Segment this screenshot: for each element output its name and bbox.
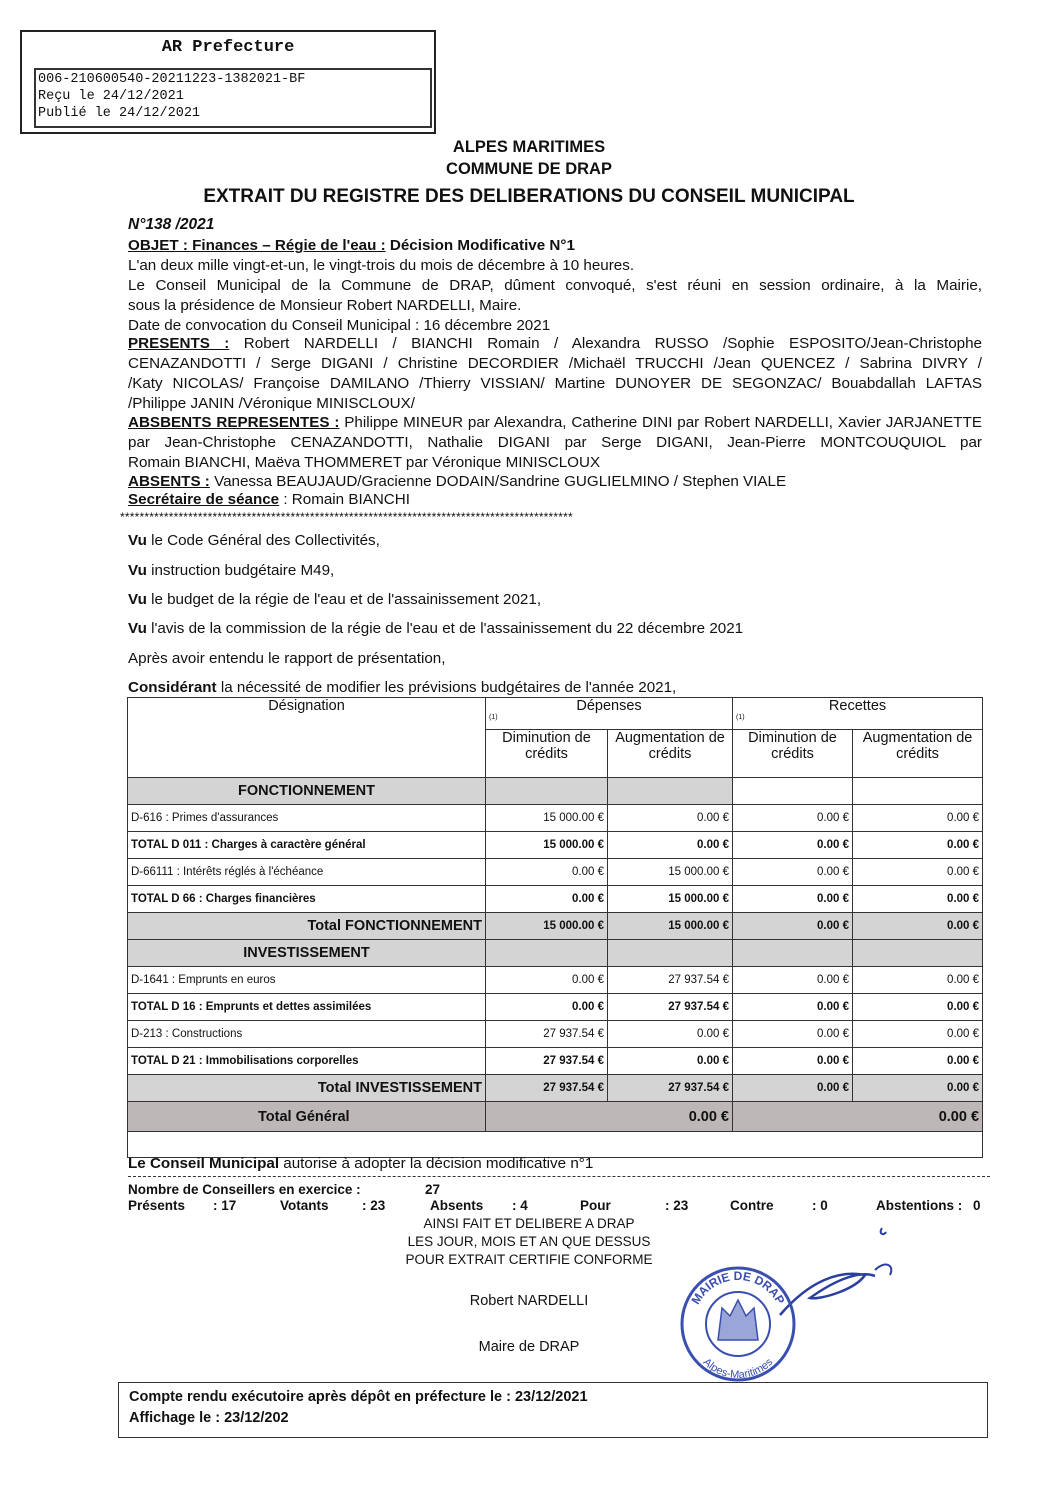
convocation-date: Date de convocation du Conseil Municipal : 16 décembre 2021 [128,317,551,334]
vu-text-4: l'avis de la commission de la régie de l'eau et de l'assainissement du 22 décembre 2021 [146,620,744,637]
votants-value: : 23 [362,1198,386,1213]
row-label: D-616 : Primes d'assurances [128,805,486,832]
section-fonctionnement: FONCTIONNEMENT [128,778,486,805]
header-depenses [486,698,733,730]
objet-text: Décision Modificative N°1 [389,237,575,254]
cell: 0.00 € [853,913,983,940]
table-row [128,967,983,994]
cell: 15 000.00 € [486,913,608,940]
cell: 15 000.00 € [608,859,733,886]
stamp-title: AR Prefecture [161,38,295,57]
absents-count-value: : 4 [512,1198,528,1213]
cell: 15 000.00 € [486,805,608,832]
absents-count-label: Absents [430,1198,484,1213]
convocation-line-1: Le Conseil Municipal de la Commune de DRAP, dûment convoqué, s'est réuni en session ordinaire, à la Mairie, [128,277,982,294]
seal-bottom-text: Alpes-Maritimes [700,1356,776,1382]
cell: 0.00 € [733,859,853,886]
cell: 0.00 € [853,967,983,994]
cell: 0.00 € [853,1048,983,1075]
cell: 0.00 € [733,886,853,913]
cell: 0.00 € [853,1075,983,1102]
ar-prefecture-stamp [20,30,436,134]
abstentions-value: 0 [973,1198,981,1213]
recettes-label: Recettes [828,698,887,714]
cell: 0.00 € [608,1021,733,1048]
signatory-name: Robert NARDELLI [469,1293,589,1309]
cell: 0.00 € [853,886,983,913]
vu-clause-1 [128,531,380,551]
absents-text: Vanessa BEAUJAUD/Gracienne DODAIN/Sandrine GUGLIELMINO / Stephen VIALE [209,473,787,490]
department-heading: ALPES MARITIMES [452,138,606,156]
stamp-published: Publié le 24/12/2021 [38,106,201,121]
represented-label: ABSBENTS REPRESENTES : [128,414,340,431]
row-label: Total INVESTISSEMENT [128,1075,486,1102]
presents-text-1: Robert NARDELLI / BIANCHI Romain / Alexandra RUSSO /Sophie ESPOSITO/Jean-Christophe [243,335,982,352]
header-rec-augmentation: Augmentation de crédits [853,730,983,778]
abstentions-label: Abstentions : [876,1198,963,1213]
grand-total-recettes: 0.00 € [733,1102,983,1132]
separator-stars: ********************************************************************************************* [120,510,573,524]
cell: 0.00 € [486,886,608,913]
exercice-value: 27 [425,1182,441,1197]
objet-label: OBJET : Finances – Régie de l'eau : [128,237,386,254]
presents-count-label: Présents [128,1198,186,1213]
dashed-divider [128,1176,990,1177]
executory-line: Compte rendu exécutoire après dépôt en préfecture le : 23/12/2021 [129,1389,588,1405]
budget-table [127,697,983,1158]
presents-label: PRESENTS : [128,335,230,352]
vu-clause-3 [128,590,541,610]
table-row [128,886,983,913]
grand-total-depenses: 0.00 € [486,1102,733,1132]
vu-text-2: instruction budgétaire M49, [146,562,335,579]
cell: 15 000.00 € [608,913,733,940]
table-row-grand-total [128,1102,983,1132]
executory-notice [118,1382,988,1438]
presents-line-2: CENAZANDOTTI / Serge DIGANI / Christine DECORDIER /Michaël TRUCCHI /Jean QUENCEZ / Sabrina DIVRY / [128,355,982,372]
depenses-label: Dépenses [576,698,642,714]
intro-line: L'an deux mille vingt-et-un, le vingt-trois du mois de décembre à 10 heures. [128,257,635,274]
cell: 27 937.54 € [486,1075,608,1102]
cell: 27 937.54 € [608,967,733,994]
convocation-line-2: sous la présidence de Monsieur Robert NARDELLI, Maire. [128,297,522,314]
certification-line-2: LES JOUR, MOIS ET AN QUE DESSUS [407,1234,651,1249]
secretary-text: : Romain BIANCHI [279,491,410,508]
considerant-line [128,678,676,698]
votants-label: Votants [280,1198,329,1213]
considerant-word: Considérant [128,679,217,696]
recettes-note: (1) [736,714,745,721]
row-label: D-1641 : Emprunts en euros [128,967,486,994]
mairie-seal-and-signature [670,1220,930,1390]
cell: 15 000.00 € [486,832,608,859]
certification-line-1: AINSI FAIT ET DELIBERE A DRAP [423,1216,635,1231]
section-investissement: INVESTISSEMENT [128,940,486,967]
table-row [128,832,983,859]
cell: 27 937.54 € [608,994,733,1021]
row-label: TOTAL D 16 : Emprunts et dettes assimilées [128,994,486,1021]
cell: 27 937.54 € [608,1075,733,1102]
deliberation-number: N°138 /2021 [128,216,215,233]
cell: 0.00 € [853,859,983,886]
cell: 27 937.54 € [486,1048,608,1075]
cell: 15 000.00 € [608,886,733,913]
header-dep-augmentation: Augmentation de crédits [608,730,733,778]
cell: 0.00 € [853,994,983,1021]
cell: 0.00 € [733,994,853,1021]
row-label: TOTAL D 21 : Immobilisations corporelles [128,1048,486,1075]
signatory-role: Maire de DRAP [478,1339,580,1355]
seal-top-text: MAIRIE DE DRAP [688,1269,788,1307]
vu-text-3: le budget de la régie de l'eau et de l'assainissement 2021, [146,591,542,608]
table-row [128,859,983,886]
grand-total-label: Total Général [128,1102,486,1132]
cell: 0.00 € [853,805,983,832]
row-label: D-66111 : Intérêts réglés à l'échéance [128,859,486,886]
decision-line [128,1154,593,1174]
row-label: D-213 : Constructions [128,1021,486,1048]
depenses-note: (1) [489,714,498,721]
contre-label: Contre [730,1198,774,1213]
posting-line: Affichage le : 23/12/202 [129,1410,289,1426]
apres-line: Après avoir entendu le rapport de présentation, [128,650,446,667]
cell: 0.00 € [608,1048,733,1075]
presents-line-4: /Philippe JANIN /Véronique MINISCLOUX/ [128,395,415,412]
represented-line-1 [128,413,982,433]
conseil-word: Le Conseil Municipal [128,1155,280,1172]
secretary-line [128,490,410,510]
objet-line [128,236,575,256]
commune-heading: COMMUNE DE DRAP [446,160,612,178]
cell: 0.00 € [608,805,733,832]
pour-label: Pour [580,1198,611,1213]
cell: 0.00 € [733,1021,853,1048]
represented-text-1: Philippe MINEUR par Alexandra, Catherine DINI par Robert NARDELLI, Xavier JARJANETTE [344,414,982,431]
vu-word: Vu [128,532,147,549]
cell: 0.00 € [608,832,733,859]
cell: 0.00 € [733,1075,853,1102]
cell: 0.00 € [853,1021,983,1048]
vu-word: Vu [128,562,147,579]
cell: 0.00 € [733,967,853,994]
cell: 0.00 € [733,913,853,940]
vu-word: Vu [128,591,147,608]
vu-text-1: le Code Général des Collectivités, [146,532,380,549]
table-row [128,1021,983,1048]
contre-value: : 0 [812,1198,828,1213]
cell: 0.00 € [733,805,853,832]
cell: 0.00 € [733,1048,853,1075]
represented-line-2: par Jean-Christophe CENAZANDOTTI, Nathalie DIGANI par Serge DIGANI, Jean-Pierre MONTCOUQUIOL par [128,434,982,451]
pour-value: : 23 [665,1198,689,1213]
cell: 0.00 € [486,859,608,886]
header-rec-diminution: Diminution de crédits [733,730,853,778]
presents-line-3: /Katy NICOLAS/ Françoise DAMILANO /Thierry VISSIAN/ Martine DUNOYER DE SEGONZAC/ Bouabdallah LAFTAS [128,375,982,392]
table-row [128,994,983,1021]
absents-line [128,472,786,492]
conseil-text: autorise à adopter la décision modificative n°1 [279,1155,594,1172]
cell: 0.00 € [486,967,608,994]
cell: 0.00 € [733,832,853,859]
presents-line-1 [128,334,982,354]
secretary-label: Secrétaire de séance [128,491,280,508]
document-title: EXTRAIT DU REGISTRE DES DELIBERATIONS DU CONSEIL MUNICIPAL [203,186,855,207]
header-dep-diminution: Diminution de crédits [486,730,608,778]
vu-word: Vu [128,620,147,637]
row-label: Total FONCTIONNEMENT [128,913,486,940]
row-label: TOTAL D 011 : Charges à caractère général [128,832,486,859]
header-recettes [733,698,983,730]
vu-clause-2 [128,561,334,581]
row-label: TOTAL D 66 : Charges financières [128,886,486,913]
considerant-text: la nécessité de modifier les prévisions budgétaires de l'année 2021, [216,679,677,696]
cell: 0.00 € [486,994,608,1021]
certification-line-3: POUR EXTRAIT CERTIFIE CONFORME [405,1252,653,1267]
absents-label: ABSENTS : [128,473,210,490]
table-row [128,805,983,832]
cell: 0.00 € [853,832,983,859]
stamp-reference: 006-210600540-20211223-1382021-BF [38,72,306,87]
exercice-label: Nombre de Conseillers en exercice : [128,1182,361,1197]
header-designation: Désignation [128,698,486,778]
presents-count-value: : 17 [213,1198,237,1213]
stamp-details [34,68,432,128]
represented-line-3: Romain BIANCHI, Maëva THOMMERET par Véronique MINISCLOUX [128,454,601,471]
table-row-total [128,913,983,940]
table-row-total [128,1075,983,1102]
cell: 27 937.54 € [486,1021,608,1048]
vu-clause-4 [128,619,743,639]
table-row [128,1048,983,1075]
stamp-received: Reçu le 24/12/2021 [38,89,184,104]
